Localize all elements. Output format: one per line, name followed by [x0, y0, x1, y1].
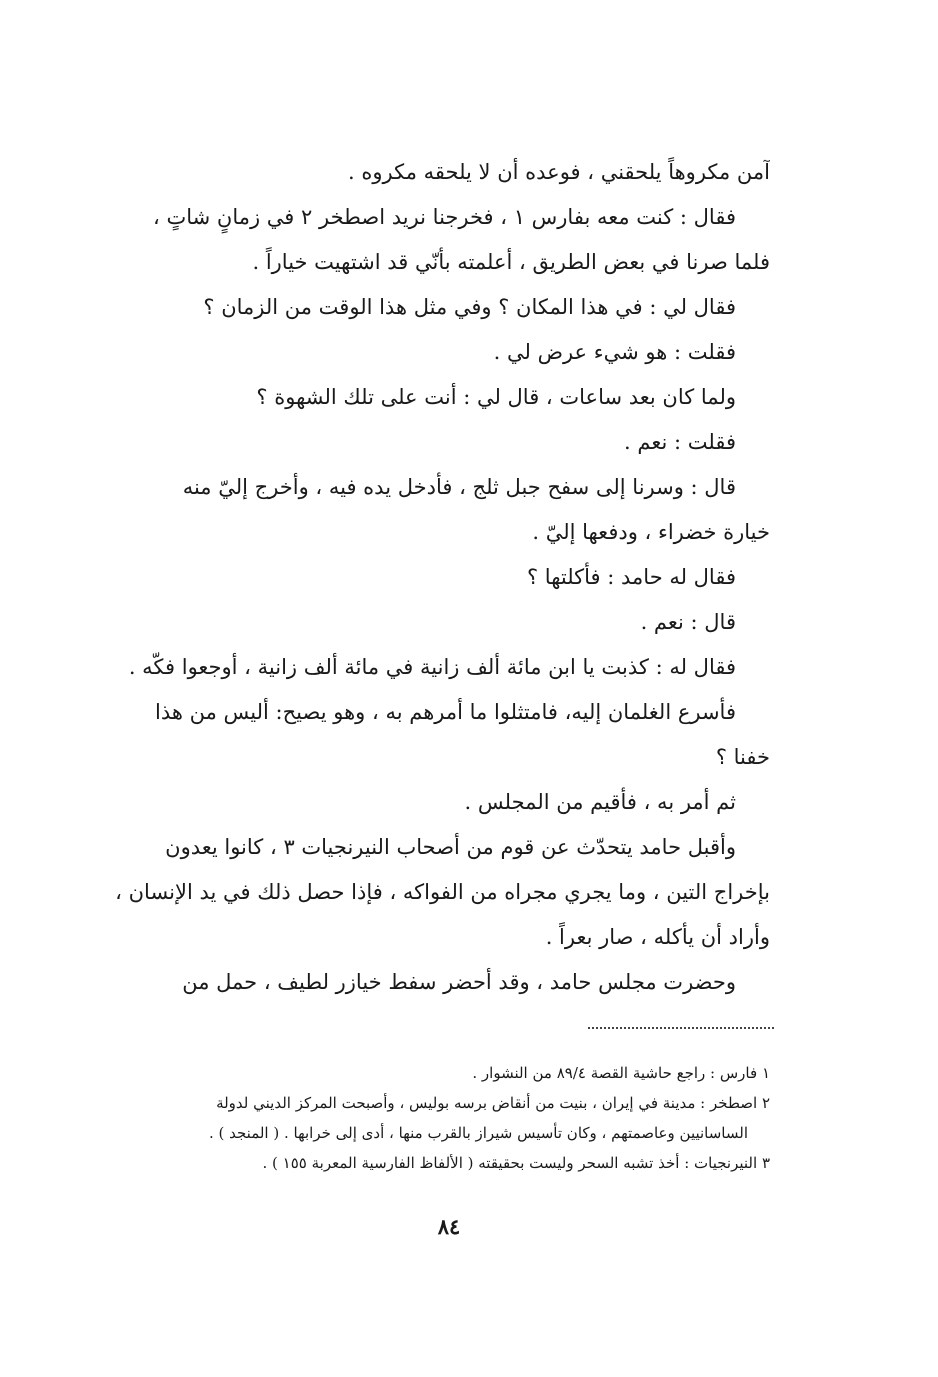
- footnotes: [100, 1058, 770, 1178]
- text-line: ولما كان بعد ساعات ، قال لي : أنت على تلك الشهوة ؟: [256, 385, 736, 409]
- text-line: خفنا ؟: [715, 745, 770, 769]
- text-line: فقال له : كذبت يا ابن مائة ألف زانية في مائة ألف زانية ، أوجعوا فكّه .: [128, 655, 736, 679]
- text-line: وحضرت مجلس حامد ، وقد أحضر سفط خيازر لطيف ، حمل من: [182, 970, 736, 994]
- text-line: فقلت : هو شيء عرض لي .: [493, 340, 736, 364]
- text-line: وأقبل حامد يتحدّث عن قوم من أصحاب النيرنجيات ٣ ، كانوا يعدون: [165, 835, 736, 859]
- text-line: فقال له حامد : فأكلتها ؟: [526, 565, 736, 589]
- footnote-line: ٣ النيرنجيات : أخذ تشبه السحر وليست بحقيقته ( الألفاظ الفارسية المعربة ١٥٥ ) .: [262, 1154, 770, 1172]
- text-line: فقال : كنت معه بفارس ١ ، فخرجنا نريد اصطخر ٢ في زمانٍ شاتٍ ،: [153, 205, 736, 229]
- text-line: فقلت : نعم .: [624, 430, 736, 454]
- text-line: فقال لي : في هذا المكان ؟ وفي مثل هذا الوقت من الزمان ؟: [203, 295, 736, 319]
- footnote-line: ١ فارس : راجع حاشية القصة ٨٩/٤ من النشوار .: [472, 1064, 770, 1082]
- text-line: بإخراج التين ، وما يجري مجراه من الفواكه ، فإذا حصل ذلك في يد الإنسان ،: [115, 880, 770, 904]
- footnote-separator: [588, 1027, 774, 1029]
- text-line: قال : نعم .: [640, 610, 736, 634]
- page-number: ٨٤: [437, 1214, 461, 1239]
- text-line: فلما صرنا في بعض الطريق ، أعلمته بأنّي قد اشتهيت خياراً .: [252, 250, 770, 274]
- text-line: وأراد أن يأكله ، صار بعراً .: [545, 925, 770, 949]
- main-text: [100, 150, 770, 1005]
- text-line: آمن مكروهاً يلحقني ، فوعده أن لا يلحقه مكروه .: [348, 160, 770, 184]
- footnote-line: ٢ اصطخر : مدينة في إيران ، بنيت من أنقاض برسه بوليس ، وأصبحت المركز الديني لدولة: [216, 1094, 770, 1112]
- text-line: قال : وسرنا إلى سفح جبل ثلج ، فأدخل يده فيه ، وأخرج إليّ منه: [182, 475, 736, 499]
- footnote-line: الساسانيين وعاصمتهم ، وكان تأسيس شيراز بالقرب منها ، أدى إلى خرابها . ( المنجد ) .: [208, 1124, 748, 1142]
- text-line: فأسرع الغلمان إليه، فامتثلوا ما أمرهم به ، وهو يصيح: أليس من هذا: [155, 700, 736, 724]
- text-line: ثم أمر به ، فأقيم من المجلس .: [464, 790, 736, 814]
- text-line: خيارة خضراء ، ودفعها إليّ .: [532, 520, 770, 544]
